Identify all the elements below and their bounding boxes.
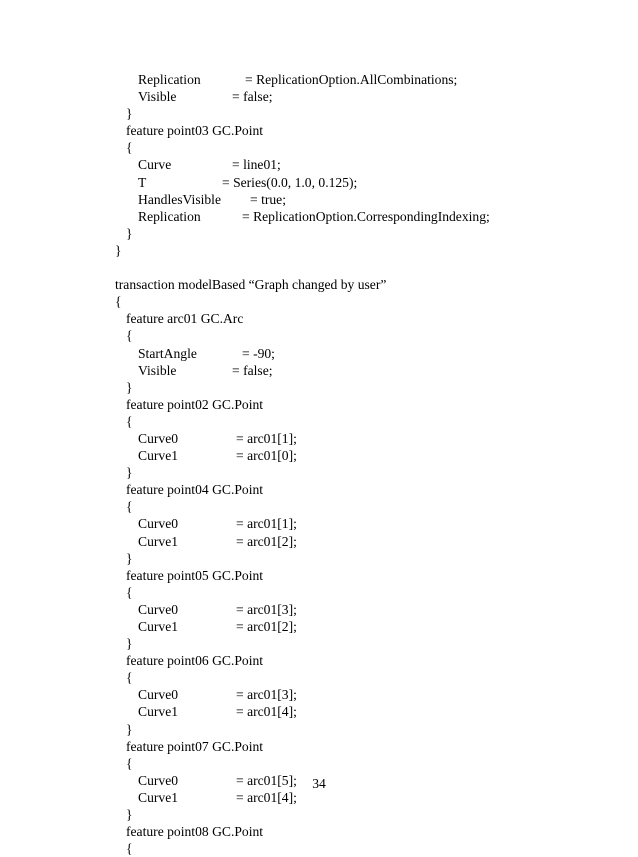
code-line <box>0 413 638 430</box>
code-text: { <box>126 413 133 429</box>
code-line <box>0 208 638 225</box>
code-line <box>0 310 638 327</box>
code-line <box>0 156 638 173</box>
code-text: { <box>126 584 133 600</box>
code-line <box>0 567 638 584</box>
code-text: Curve0 <box>138 772 179 788</box>
code-value: = arc01[5]; <box>236 772 297 788</box>
code-line <box>0 686 638 703</box>
code-line <box>0 71 638 88</box>
code-text: { <box>126 328 133 344</box>
code-line <box>0 122 638 139</box>
code-line <box>0 191 638 208</box>
code-value: = arc01[3]; <box>236 601 297 617</box>
code-text: feature point08 GC.Point <box>126 824 264 840</box>
code-line <box>0 276 638 293</box>
code-line <box>0 88 638 105</box>
code-text: transaction modelBased “Graph changed by user” <box>115 277 387 293</box>
code-line <box>0 430 638 447</box>
code-line <box>0 703 638 720</box>
code-text: } <box>126 465 133 481</box>
code-text: } <box>126 636 133 652</box>
code-line <box>0 806 638 823</box>
code-text: Curve1 <box>138 448 179 464</box>
code-line <box>0 669 638 686</box>
code-line <box>0 498 638 515</box>
code-line <box>0 174 638 191</box>
code-text: Curve1 <box>138 619 179 634</box>
code-value: = arc01[4]; <box>236 704 297 720</box>
code-line <box>0 259 638 276</box>
code-text: feature point07 GC.Point <box>126 738 264 754</box>
code-text: } <box>126 721 133 737</box>
code-value: = ReplicationOption.AllCombinations; <box>245 72 458 87</box>
code-text: } <box>126 225 133 241</box>
code-text: } <box>115 242 122 258</box>
code-value: = arc01[2]; <box>236 619 297 634</box>
code-text: Visible <box>138 362 177 378</box>
code-line <box>0 293 638 310</box>
code-value: = arc01[4]; <box>236 789 297 805</box>
code-line <box>0 652 638 669</box>
code-text: } <box>126 379 133 395</box>
code-line <box>0 721 638 738</box>
code-text: { <box>126 755 133 771</box>
code-line <box>0 327 638 344</box>
code-value: = arc01[1]; <box>236 430 297 446</box>
code-text: } <box>126 106 133 122</box>
code-line <box>0 635 638 652</box>
code-line <box>0 550 638 567</box>
code-text: } <box>126 550 133 566</box>
code-line <box>0 533 638 550</box>
code-line <box>0 379 638 396</box>
code-value: = arc01[3]; <box>236 687 297 703</box>
code-text: feature point02 GC.Point <box>126 396 264 412</box>
code-listing <box>0 71 638 857</box>
code-value: = arc01[0]; <box>236 448 297 464</box>
code-line <box>0 601 638 618</box>
code-text: { <box>115 294 122 310</box>
code-text: feature point03 GC.Point <box>126 123 264 139</box>
code-text: StartAngle <box>138 345 197 361</box>
code-value: = false; <box>232 362 273 378</box>
code-value: = line01; <box>232 157 281 173</box>
code-text: Curve0 <box>138 687 179 703</box>
code-value: = -90; <box>242 345 275 361</box>
code-text: Curve1 <box>138 704 179 720</box>
code-text: { <box>126 841 133 857</box>
code-text: Curve0 <box>138 430 179 446</box>
code-text: feature point04 GC.Point <box>126 482 264 498</box>
code-line <box>0 584 638 601</box>
code-text: Curve0 <box>138 516 179 532</box>
code-line <box>0 481 638 498</box>
code-value: = false; <box>232 89 273 105</box>
code-line <box>0 464 638 481</box>
code-text: Curve0 <box>138 601 179 617</box>
code-text: } <box>126 807 133 823</box>
code-line <box>0 738 638 755</box>
code-line <box>0 755 638 772</box>
code-line <box>0 362 638 379</box>
code-line <box>0 345 638 362</box>
page-number: 34 <box>312 776 326 791</box>
code-text: { <box>126 670 133 686</box>
code-line <box>0 618 638 635</box>
code-text: T <box>138 174 147 190</box>
code-text: feature point06 GC.Point <box>126 653 264 669</box>
code-line <box>0 139 638 156</box>
code-line <box>0 515 638 532</box>
code-text: Replication <box>138 208 201 224</box>
code-line <box>0 840 638 857</box>
code-value: = true; <box>250 191 286 207</box>
code-value: = Series(0.0, 1.0, 0.125); <box>222 174 358 190</box>
code-text: Curve1 <box>138 533 179 549</box>
code-text: { <box>126 140 133 156</box>
code-value: = arc01[2]; <box>236 533 297 549</box>
code-value: = ReplicationOption.CorrespondingIndexing; <box>242 208 490 224</box>
code-line <box>0 447 638 464</box>
code-text: feature arc01 GC.Arc <box>126 311 244 327</box>
code-line <box>0 105 638 122</box>
code-text: Replication <box>138 72 201 87</box>
code-text: Curve <box>138 157 172 173</box>
code-value: = arc01[1]; <box>236 516 297 532</box>
code-line <box>0 225 638 242</box>
code-text: Curve1 <box>138 789 179 805</box>
code-text: Visible <box>138 89 177 105</box>
code-text: HandlesVisible <box>138 191 221 207</box>
code-text: { <box>126 499 133 515</box>
code-line <box>0 396 638 413</box>
code-line <box>0 242 638 259</box>
code-text: feature point05 GC.Point <box>126 567 264 583</box>
